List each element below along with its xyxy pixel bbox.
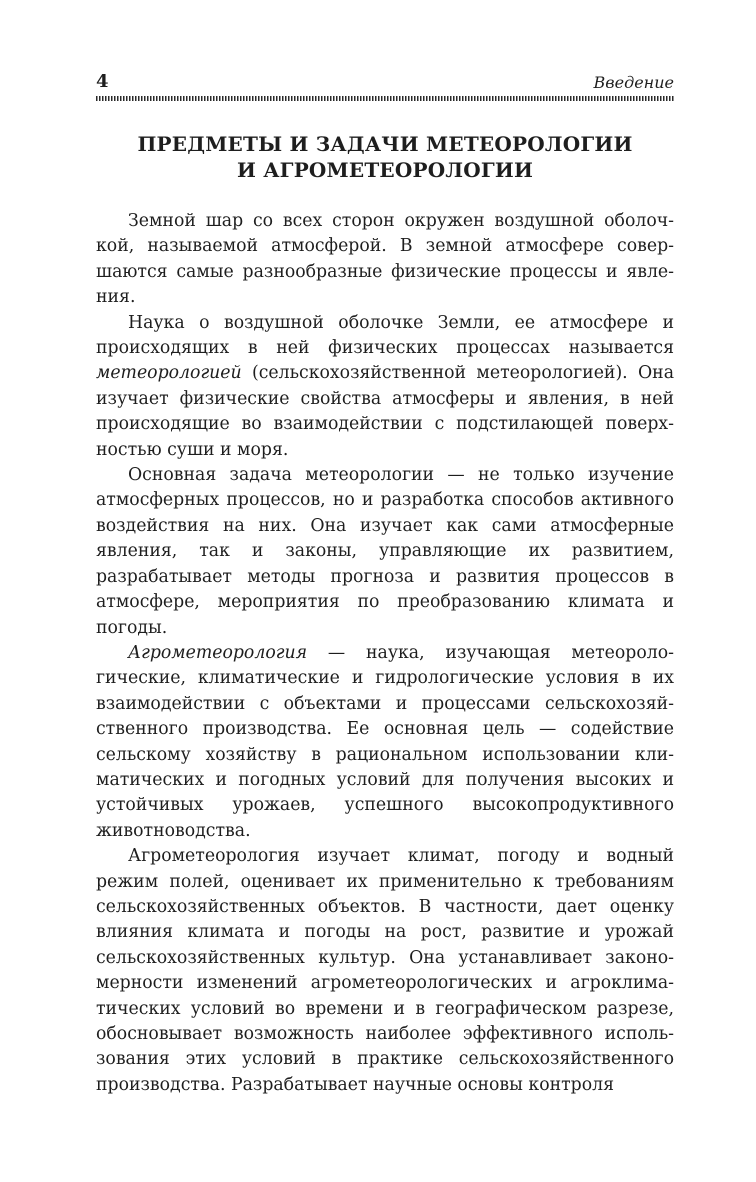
term-meteorology: метеорологией: [96, 363, 242, 384]
page-number: 4: [96, 71, 109, 92]
paragraph-4: [96, 641, 674, 844]
paragraph-5: Агрометеорология изучает климат, погоду и водный режим полей, оценивает их применительно к требованиям сельскохозяйственных объектов. В частности, дает оценку влияния климата и погоды на рост, развитие и урожай сельскохозяйственных культур. Она устанавливает закономерности изменений агрометеорологических и агроклиматических условий во времени и в географическом разрезе, обосновывает возможность наиболее эффективного использования этих условий в практике сельскохозяйственного производства. Разрабатывает научные основы контроля: [96, 846, 674, 1095]
running-head-section: Введение: [593, 73, 674, 92]
book-page: [96, 70, 674, 1098]
paragraph-2-text-start: Наука о воздушной оболочке Земли, ее атмосфере и происходящих в ней физических процессах называется: [96, 312, 674, 359]
chapter-title: [96, 131, 674, 183]
paragraph-2-text-end: (сельскохозяйственной метеорологией). Она изучает физические свойства атмосферы и явления, в ней происходящие во взаимодействии с подстилающей поверхностью суши и моря.: [96, 363, 674, 460]
chapter-title-line-1: ПРЕДМЕТЫ И ЗАДАЧИ МЕТЕОРОЛОГИИ: [137, 132, 633, 156]
paragraph-1: Земной шар со всех сторон окружен воздушной обoлочкой, называемой атмосферой. В земной атмосфере совершаются самые разнообразные физические процессы и явления.: [96, 211, 674, 308]
body-text: [96, 209, 674, 1098]
header-dotted-rule: [96, 96, 674, 101]
paragraph-2: [96, 311, 674, 463]
paragraph-3: Основная задача метеорологии — не только изучение атмосферных процессов, но и разработка способов активного воздействия на них. Она изучает как сами атмосферные явления, так и законы, управляющие их развитием, разрабатывает методы прогноза и развития процессов в атмосфере, мероприятия по преобразованию климата и погоды.: [96, 465, 674, 638]
paragraph-4-text: — наука, изучающая метеорологические, климатические и гидрологические условия в их взаимодействии с объектами и процессами сельскохозяйственного производства. Ее основная цель — содействие сельскому хозяйству в рациональном использовании климатических и погодных условий для получения высоких и устойчивых урожаев, успешного высокопродуктивного животноводства.: [96, 642, 674, 841]
running-head: [96, 70, 674, 96]
chapter-title-line-2: И АГРОМЕТЕОРОЛОГИИ: [236, 158, 534, 182]
term-agrometeorology: Агрометеорология: [128, 642, 308, 663]
